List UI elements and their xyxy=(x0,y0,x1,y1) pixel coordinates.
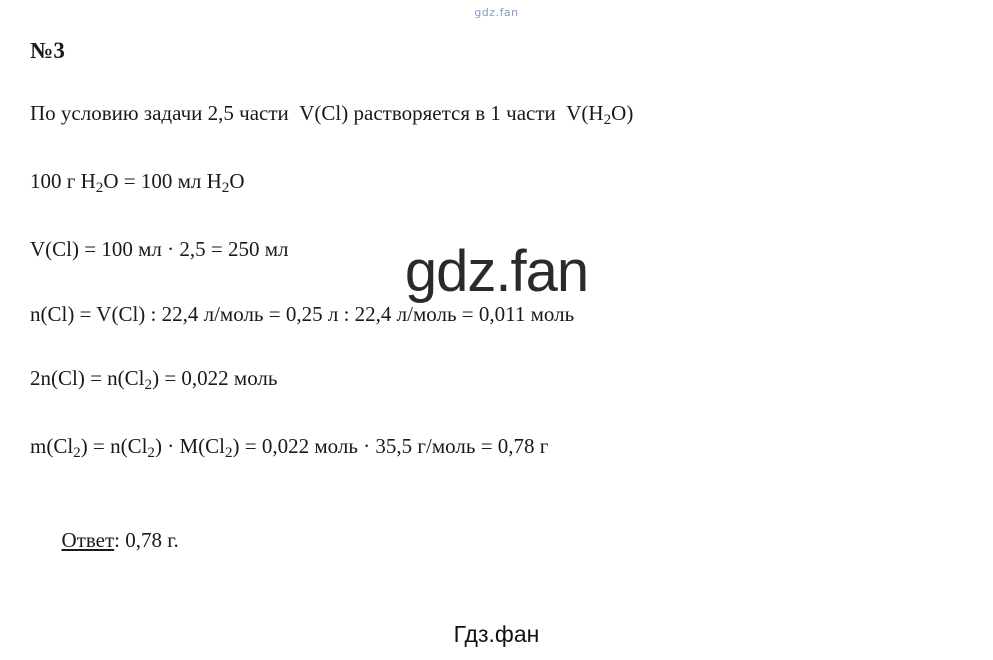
text-run: ) · M(Cl xyxy=(154,433,225,458)
text-run: V(Cl) = 100 мл · 2,5 = 250 мл xyxy=(30,237,289,262)
text-run: O = 100 мл H xyxy=(103,169,222,194)
text-run: 2n(Cl) = n(Cl xyxy=(30,365,145,390)
answer-line xyxy=(30,501,960,580)
answer-label: Ответ xyxy=(61,528,115,553)
text-run: По условию задачи 2,5 части V(Cl) растворяется в 1 части V(H xyxy=(30,101,604,125)
subscript: 2 xyxy=(221,180,230,197)
subscript: 2 xyxy=(603,112,612,129)
subscript: 2 xyxy=(224,445,233,462)
center-watermark: gdz.fan xyxy=(404,239,589,304)
subscript: 2 xyxy=(147,445,155,462)
solution-line-cl2-mass xyxy=(30,433,960,463)
text-run: m(Cl xyxy=(30,433,74,458)
page-title: №3 xyxy=(30,38,66,63)
subscript: 2 xyxy=(95,180,104,197)
solution-body xyxy=(30,38,960,580)
text-run: ) = 0,022 моль · 35,5 г/моль = 0,78 г xyxy=(232,433,549,458)
solution-line-chlorine-mol xyxy=(30,301,960,327)
solution-line-water-volume xyxy=(30,168,960,198)
solution-line-chlorine-volume xyxy=(30,236,960,262)
text-run: ) = 0,022 моль xyxy=(152,365,278,390)
solution-line-condition xyxy=(30,100,960,130)
subscript: 2 xyxy=(73,445,81,462)
text-run: ) = n(Cl xyxy=(80,433,148,458)
subscript: 2 xyxy=(144,376,153,393)
solution-line-cl2-mol xyxy=(30,365,960,395)
text-run: n(Cl) = V(Cl) : 22,4 л/моль = 0,25 л : 22,4 л/моль = 0,011 моль xyxy=(30,301,575,326)
top-watermark: gdz.fan xyxy=(474,6,519,19)
text-run: 100 г H xyxy=(30,169,96,194)
bottom-watermark: Гдз.фан xyxy=(453,621,540,647)
text-run: O) xyxy=(611,101,634,125)
text-run: O xyxy=(229,169,245,194)
answer-value: : 0,78 г. xyxy=(114,528,179,553)
solution-lines xyxy=(30,100,960,463)
